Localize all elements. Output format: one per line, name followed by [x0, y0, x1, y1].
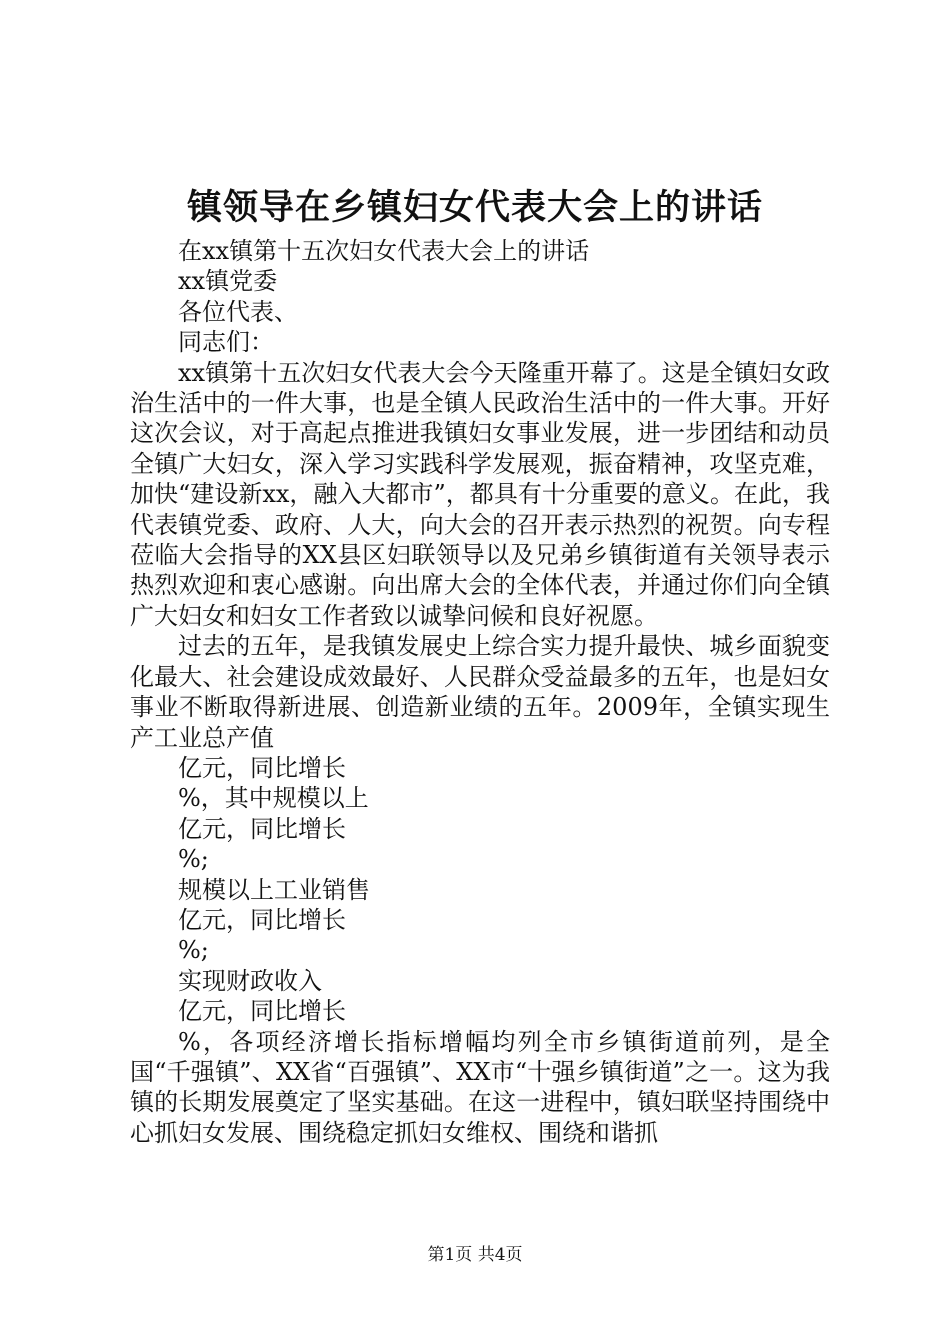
- speaker-line: xx镇党委: [178, 267, 278, 296]
- body-line: 亿元，同比增长: [178, 997, 346, 1026]
- body-line: 亿元，同比增长: [178, 814, 346, 843]
- document-title: 镇领导在乡镇妇女代表大会上的讲话: [186, 187, 763, 228]
- body-line: %，其中规模以上: [178, 784, 369, 813]
- body-paragraph: xx镇第十五次妇女代表大会今天隆重开幕了。这是全镇妇女政治生活中的一件大事，也是全镇人民政治生活中的一件大事。开好这次会议，对于高起点推进我镇妇女事业发展，进一步团结和动员全镇广大妇女，深入学习实践科学发展观，振奋精神，攻坚克难，加快“建设新xx，融入大都市”，都具有十分重要的意义。在此，我代表镇党委、政府、人大，向大会的召开表示热烈的祝贺。向专程莅临大会指导的XX县区妇联领导以及兄弟乡镇街道有关领导表示热烈欢迎和衷心感谢。向出席大会的全体代表，并通过你们向全镇广大妇女和妇女工作者致以诚挚问候和良好祝愿。: [130, 358, 830, 630]
- salutation-line: 同志们：: [178, 328, 274, 357]
- document-body: [130, 236, 830, 1148]
- body-line: 亿元，同比增长: [178, 753, 346, 782]
- speech-heading: 在xx镇第十五次妇女代表大会上的讲话: [178, 237, 590, 265]
- body-paragraph: %，各项经济增长指标增幅均列全市乡镇街道前列，是全国“千强镇”、XX省“百强镇”、XX市“十强乡镇街道”之一。这为我镇的长期发展奠定了坚实基础。在这一进程中，镇妇联坚持围绕中心抓妇女发展、围绕稳定抓妇女维权、围绕和谐抓: [130, 1027, 830, 1147]
- body-line: 亿元，同比增长: [178, 905, 346, 934]
- body-line: %;: [178, 845, 209, 874]
- page-indicator: 第1页 共4页: [427, 1245, 523, 1265]
- body-line: 实现财政收入: [178, 966, 322, 995]
- salutation-line: 各位代表、: [178, 297, 298, 326]
- body-line: %;: [178, 936, 209, 965]
- page-footer: [0, 1243, 950, 1267]
- body-line: 规模以上工业销售: [178, 875, 370, 904]
- body-paragraph: 过去的五年，是我镇发展史上综合实力提升最快、城乡面貌变化最大、社会建设成效最好、人民群众受益最多的五年，也是妇女事业不断取得新进展、创造新业绩的五年。2009年，全镇实现生产工业总产值: [130, 632, 830, 752]
